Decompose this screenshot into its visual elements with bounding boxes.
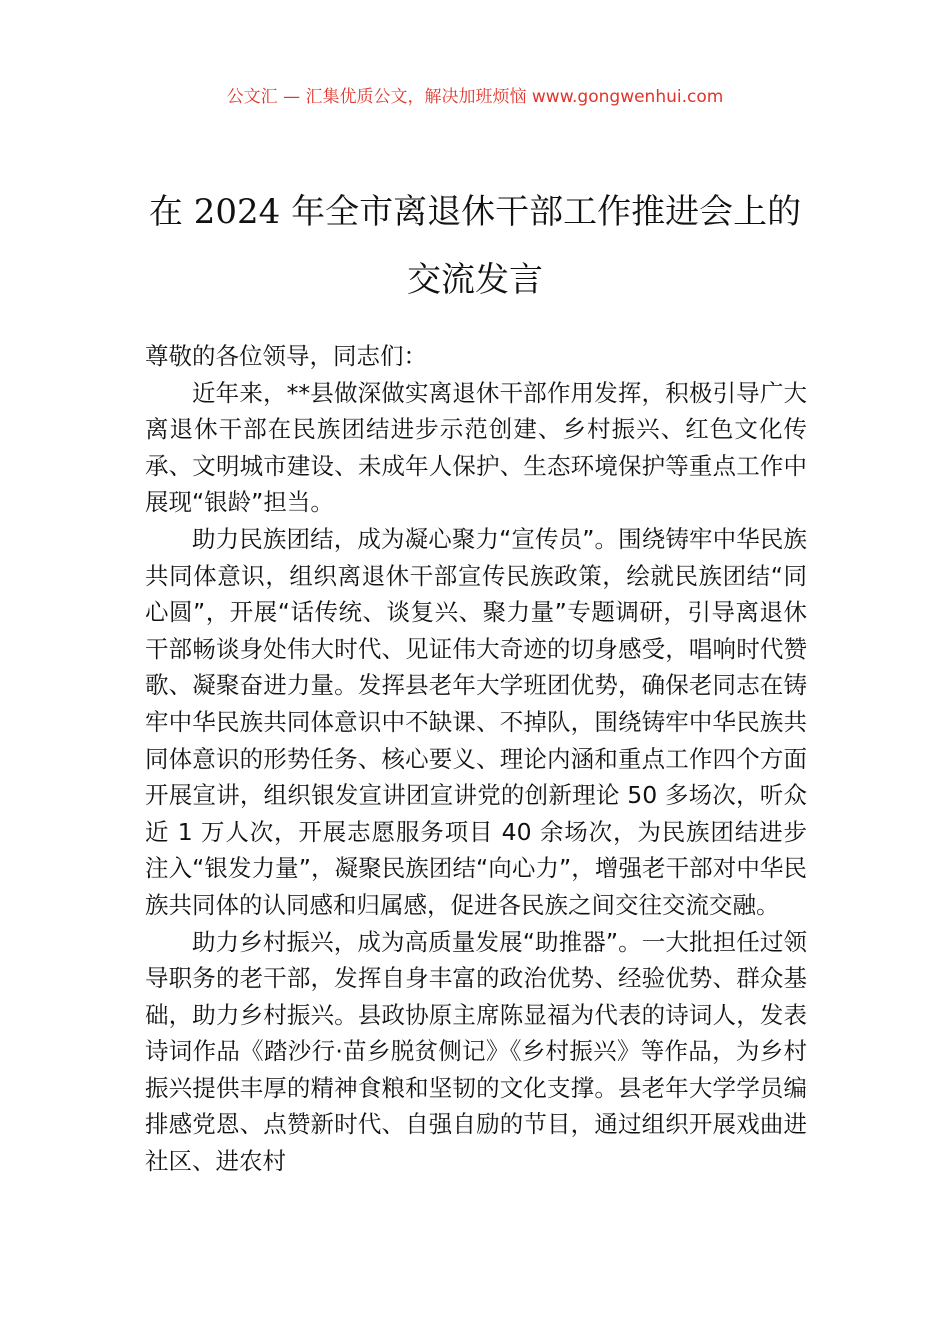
title-line-1: 在 2024 年全市离退休干部工作推进会上的	[148, 192, 802, 232]
document-body	[145, 338, 807, 1180]
paragraph: 助力民族团结，成为凝心聚力“宣传员”。围绕铸牢中华民族共同体意识，组织离退休干部宣传民族政策，绘就民族团结“同心圆”，开展“话传统、谈复兴、聚力量”专题调研，引导离退休干部畅谈身处伟大时代、见证伟大奇迹的切身感受，唱响时代赞歌、凝聚奋进力量。发挥县老年大学班团优势，确保老同志在铸牢中华民族共同体意识中不缺课、不掉队，围绕铸牢中华民族共同体意识的形势任务、核心要义、理论内涵和重点工作四个方面开展宣讲，组织银发宣讲团宣讲党的创新理论 50 多场次，听众近 1 万人次，开展志愿服务项目 40 余场次，为民族团结进步注入“银发力量”，凝聚民族团结“向心力”，增强老干部对中华民族共同体的认同感和归属感，促进各民族之间交往交流交融。	[145, 524, 807, 919]
paragraph: 近年来，**县做深做实离退休干部作用发挥，积极引导广大离退休干部在民族团结进步示范创建、乡村振兴、红色文化传承、文明城市建设、未成年人保护、生态环境保护等重点工作中展现“银龄”担当。	[145, 378, 807, 517]
salutation: 尊敬的各位领导，同志们：	[145, 342, 427, 370]
title-line-2: 交流发言	[407, 260, 543, 300]
document-title	[100, 178, 850, 314]
header-banner: 公文汇 — 汇集优质公文，解决加班烦恼 www.gongwenhui.com	[226, 87, 724, 107]
paragraph: 助力乡村振兴，成为高质量发展“助推器”。一大批担任过领导职务的老干部，发挥自身丰富的政治优势、经验优势、群众基础，助力乡村振兴。县政协原主席陈显福为代表的诗词人，发表诗词作品《踏沙行·苗乡脱贫侧记》《乡村振兴》等作品，为乡村振兴提供丰厚的精神食粮和坚韧的文化支撑。县老年大学学员编排感党恩、点赞新时代、自强自励的节目，通过组织开展戏曲进社区、进农村	[145, 927, 807, 1176]
